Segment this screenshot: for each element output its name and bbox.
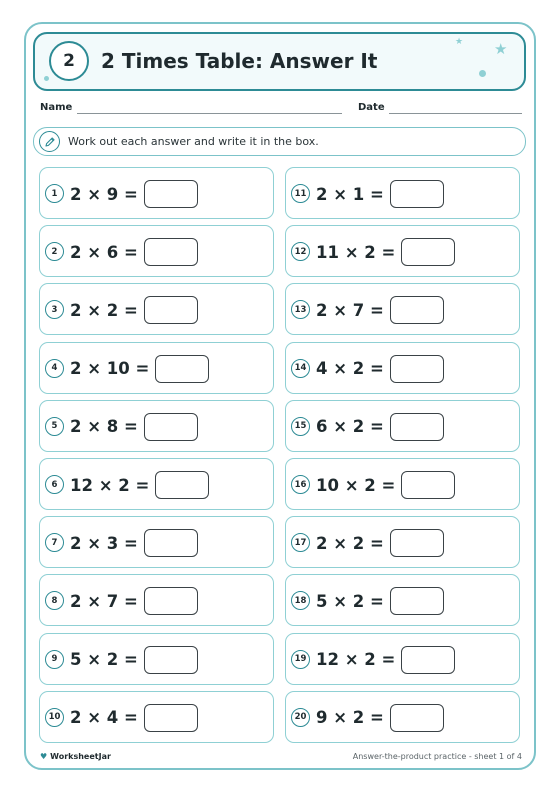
answer-box[interactable]	[144, 238, 198, 266]
question-text: 2 × 4 =	[70, 708, 138, 728]
answer-box[interactable]	[390, 296, 444, 324]
question-card	[39, 167, 274, 219]
question-text: 2 × 7 =	[316, 300, 384, 320]
answer-box[interactable]	[144, 587, 198, 615]
question-row	[316, 237, 455, 267]
question-text: 2 × 2 =	[316, 533, 384, 553]
question-number: 19	[291, 650, 310, 669]
question-text: 6 × 2 =	[316, 417, 384, 437]
question-number: 17	[291, 533, 310, 552]
question-text: 2 × 3 =	[70, 533, 138, 553]
question-number: 7	[45, 533, 64, 552]
question-row	[316, 586, 444, 616]
question-card	[39, 516, 274, 568]
answer-box[interactable]	[144, 413, 198, 441]
question-text: 2 × 6 =	[70, 242, 138, 262]
answer-box[interactable]	[390, 413, 444, 441]
date-field-line[interactable]	[389, 113, 522, 114]
question-card	[285, 225, 520, 277]
question-card	[285, 574, 520, 626]
brand-logo	[40, 752, 111, 761]
answer-box[interactable]	[144, 296, 198, 324]
answer-box[interactable]	[390, 587, 444, 615]
question-number: 10	[45, 708, 64, 727]
dot-decoration	[44, 76, 49, 81]
question-number: 9	[45, 650, 64, 669]
answer-box[interactable]	[401, 238, 455, 266]
answer-box[interactable]	[401, 646, 455, 674]
question-text: 2 × 9 =	[70, 184, 138, 204]
question-card	[39, 225, 274, 277]
question-row	[316, 470, 455, 500]
star-icon: ★	[455, 37, 464, 47]
question-number: 15	[291, 417, 310, 436]
question-number: 3	[45, 300, 64, 319]
answer-box[interactable]	[155, 471, 209, 499]
name-date-row	[40, 102, 522, 118]
table-number-badge: 2	[49, 41, 89, 81]
question-row	[70, 528, 198, 558]
question-card	[285, 691, 520, 743]
question-text: 2 × 10 =	[70, 359, 150, 379]
question-text: 11 × 2 =	[316, 242, 396, 262]
answer-box[interactable]	[390, 180, 444, 208]
answer-box[interactable]	[390, 529, 444, 557]
question-row	[316, 179, 444, 209]
answer-box[interactable]	[390, 704, 444, 732]
question-number: 13	[291, 300, 310, 319]
question-card	[39, 691, 274, 743]
question-row	[70, 179, 198, 209]
question-number: 16	[291, 475, 310, 494]
question-number: 2	[45, 242, 64, 261]
question-number: 14	[291, 359, 310, 378]
question-card	[39, 574, 274, 626]
question-text: 12 × 2 =	[316, 650, 396, 670]
question-row	[70, 645, 198, 675]
question-number: 8	[45, 591, 64, 610]
answer-box[interactable]	[390, 355, 444, 383]
question-text: 10 × 2 =	[316, 475, 396, 495]
question-text: 12 × 2 =	[70, 475, 150, 495]
question-text: 2 × 1 =	[316, 184, 384, 204]
brand-name: WorksheetJar	[50, 752, 111, 761]
question-number: 11	[291, 184, 310, 203]
question-text: 2 × 8 =	[70, 417, 138, 437]
question-card	[285, 633, 520, 685]
footer	[40, 752, 522, 764]
question-row	[70, 703, 198, 733]
question-row	[316, 412, 444, 442]
question-number: 20	[291, 708, 310, 727]
question-card	[39, 458, 274, 510]
question-text: 4 × 2 =	[316, 359, 384, 379]
question-card	[285, 167, 520, 219]
question-row	[70, 470, 209, 500]
question-card	[39, 633, 274, 685]
star-icon: ★	[494, 40, 508, 58]
instruction-text: Work out each answer and write it in the box.	[68, 135, 319, 148]
page-title: 2 Times Table: Answer It	[101, 49, 378, 73]
question-text: 5 × 2 =	[70, 650, 138, 670]
question-card	[39, 342, 274, 394]
answer-box[interactable]	[144, 180, 198, 208]
question-text: 5 × 2 =	[316, 591, 384, 611]
question-number: 18	[291, 591, 310, 610]
name-label: Name	[40, 102, 73, 113]
question-row	[70, 354, 209, 384]
answer-box[interactable]	[144, 529, 198, 557]
question-row	[316, 645, 455, 675]
question-text: 2 × 2 =	[70, 300, 138, 320]
date-label: Date	[358, 102, 385, 113]
question-text: 2 × 7 =	[70, 591, 138, 611]
heart-icon: ♥	[40, 752, 48, 761]
answer-box[interactable]	[401, 471, 455, 499]
name-field-line[interactable]	[77, 113, 342, 114]
question-number: 4	[45, 359, 64, 378]
instruction-bar	[33, 127, 526, 156]
question-card	[39, 400, 274, 452]
question-number: 1	[45, 184, 64, 203]
question-card	[285, 342, 520, 394]
question-number: 5	[45, 417, 64, 436]
question-row	[70, 295, 198, 325]
answer-box[interactable]	[155, 355, 209, 383]
question-row	[316, 295, 444, 325]
answer-box[interactable]	[144, 646, 198, 674]
answer-box[interactable]	[144, 704, 198, 732]
question-number: 6	[45, 475, 64, 494]
question-row	[70, 586, 198, 616]
question-row	[316, 528, 444, 558]
question-text: 9 × 2 =	[316, 708, 384, 728]
question-card	[285, 458, 520, 510]
pencil-icon	[39, 131, 60, 152]
question-card	[39, 283, 274, 335]
question-card	[285, 516, 520, 568]
question-row	[316, 703, 444, 733]
question-card	[285, 400, 520, 452]
question-row	[70, 412, 198, 442]
question-row	[316, 354, 444, 384]
dot-decoration	[479, 70, 486, 77]
question-row	[70, 237, 198, 267]
question-number: 12	[291, 242, 310, 261]
title-banner	[33, 32, 526, 91]
question-card	[285, 283, 520, 335]
sheet-info: Answer-the-product practice - sheet 1 of 4	[352, 752, 522, 761]
